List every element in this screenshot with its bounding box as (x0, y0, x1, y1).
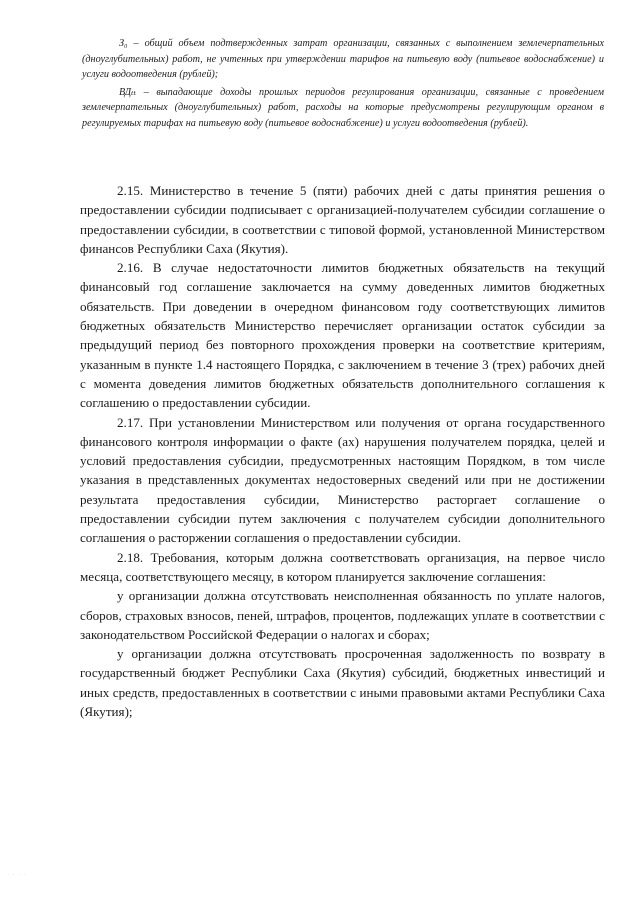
requirement-no-overdue-debt: у организации должна отсутствовать просроченная задолженность по возврату в государственный бюджет Республики Саха (Якутия) субсидий, бюджетных инвестиций и иных средств, предоставленных в соответствии с иными правовыми актами Республики Саха (Якутия); (80, 646, 605, 720)
clause-2-17: 2.17. При установлении Министерством или получения от органа государственного финансового контроля информации о факте (ах) нарушения получателем порядка, целей и условий предоставления субсидии, предусмотренных настоящим Порядком, в том числе указания в представленных документах недостоверных сведений или при не достижении результата предоставления субсидии, Министерство расторгает соглашение о предоставлении субсидии путем заключения с получателем субсидии дополнительного соглашения о расторжении соглашения о предоставлении субсидии. (80, 414, 605, 546)
requirement-no-tax-debt: у организации должна отсутствовать неисполненная обязанность по уплате налогов, сборов, страховых взносов, пеней, штрафов, процентов, подлежащих уплате в соответствии с законодательством Российской Федерации о налогах и сборах; (80, 588, 605, 642)
clause-2-16: 2.16. В случае недостаточности лимитов бюджетных обязательств на текущий финансовый год соглашение заключается на сумму доведенных лимитов бюджетных обязательств. При доведении в очередном финансовом году соответствующих лимитов бюджетных обязательств Министерство перечисляет организации остаток субсидии за предыдущий период без повторного прохождения проверки на соответствие критериям, указанным в пункте 1.4 настоящего Порядка, с заключением в течение 3 (трех) рабочих дней с момента доведения лимитов бюджетных обязательств дополнительного соглашения к соглашению о предоставлении субсидии. (80, 260, 605, 411)
document-body (80, 181, 605, 721)
scan-artifact: · · · · (8, 872, 27, 878)
clause-2-18: 2.18. Требования, которым должна соответствовать организация, на первое число месяца, соответствующего месяцу, в котором планируется заключение соглашения: (80, 549, 605, 584)
clause-2-15: 2.15. Министерство в течение 5 (пяти) рабочих дней с даты принятия решения о предоставлении субсидии подписывает с организацией-получателем субсидии соглашение о предоставлении субсидии, в соответствии с типовой формой, установленной Министерством финансов Республики Саха (Якутия). (80, 183, 605, 256)
definition-vd: ВДₜₜ – выпадающие доходы прошлых периодов регулирования организации, связанные с проведением землечерпательных (дноуглубительных) работ, расходы на которые предусмотрены регулирующим органом в регулируемых тарифах на питьевую воду (питьевое водоснабжение) и услуги водоотведения (рублей). (82, 86, 604, 129)
definition-z0: З₀ – общий объем подтвержденных затрат организации, связанных с выполнением землечерпательных (дноуглубительных) работ, не учтенных при утверждении тарифов на питьевую воду (питьевое водоснабжение) и услуги водоотведения (рублей); (82, 38, 604, 81)
formula-definitions (82, 36, 604, 132)
